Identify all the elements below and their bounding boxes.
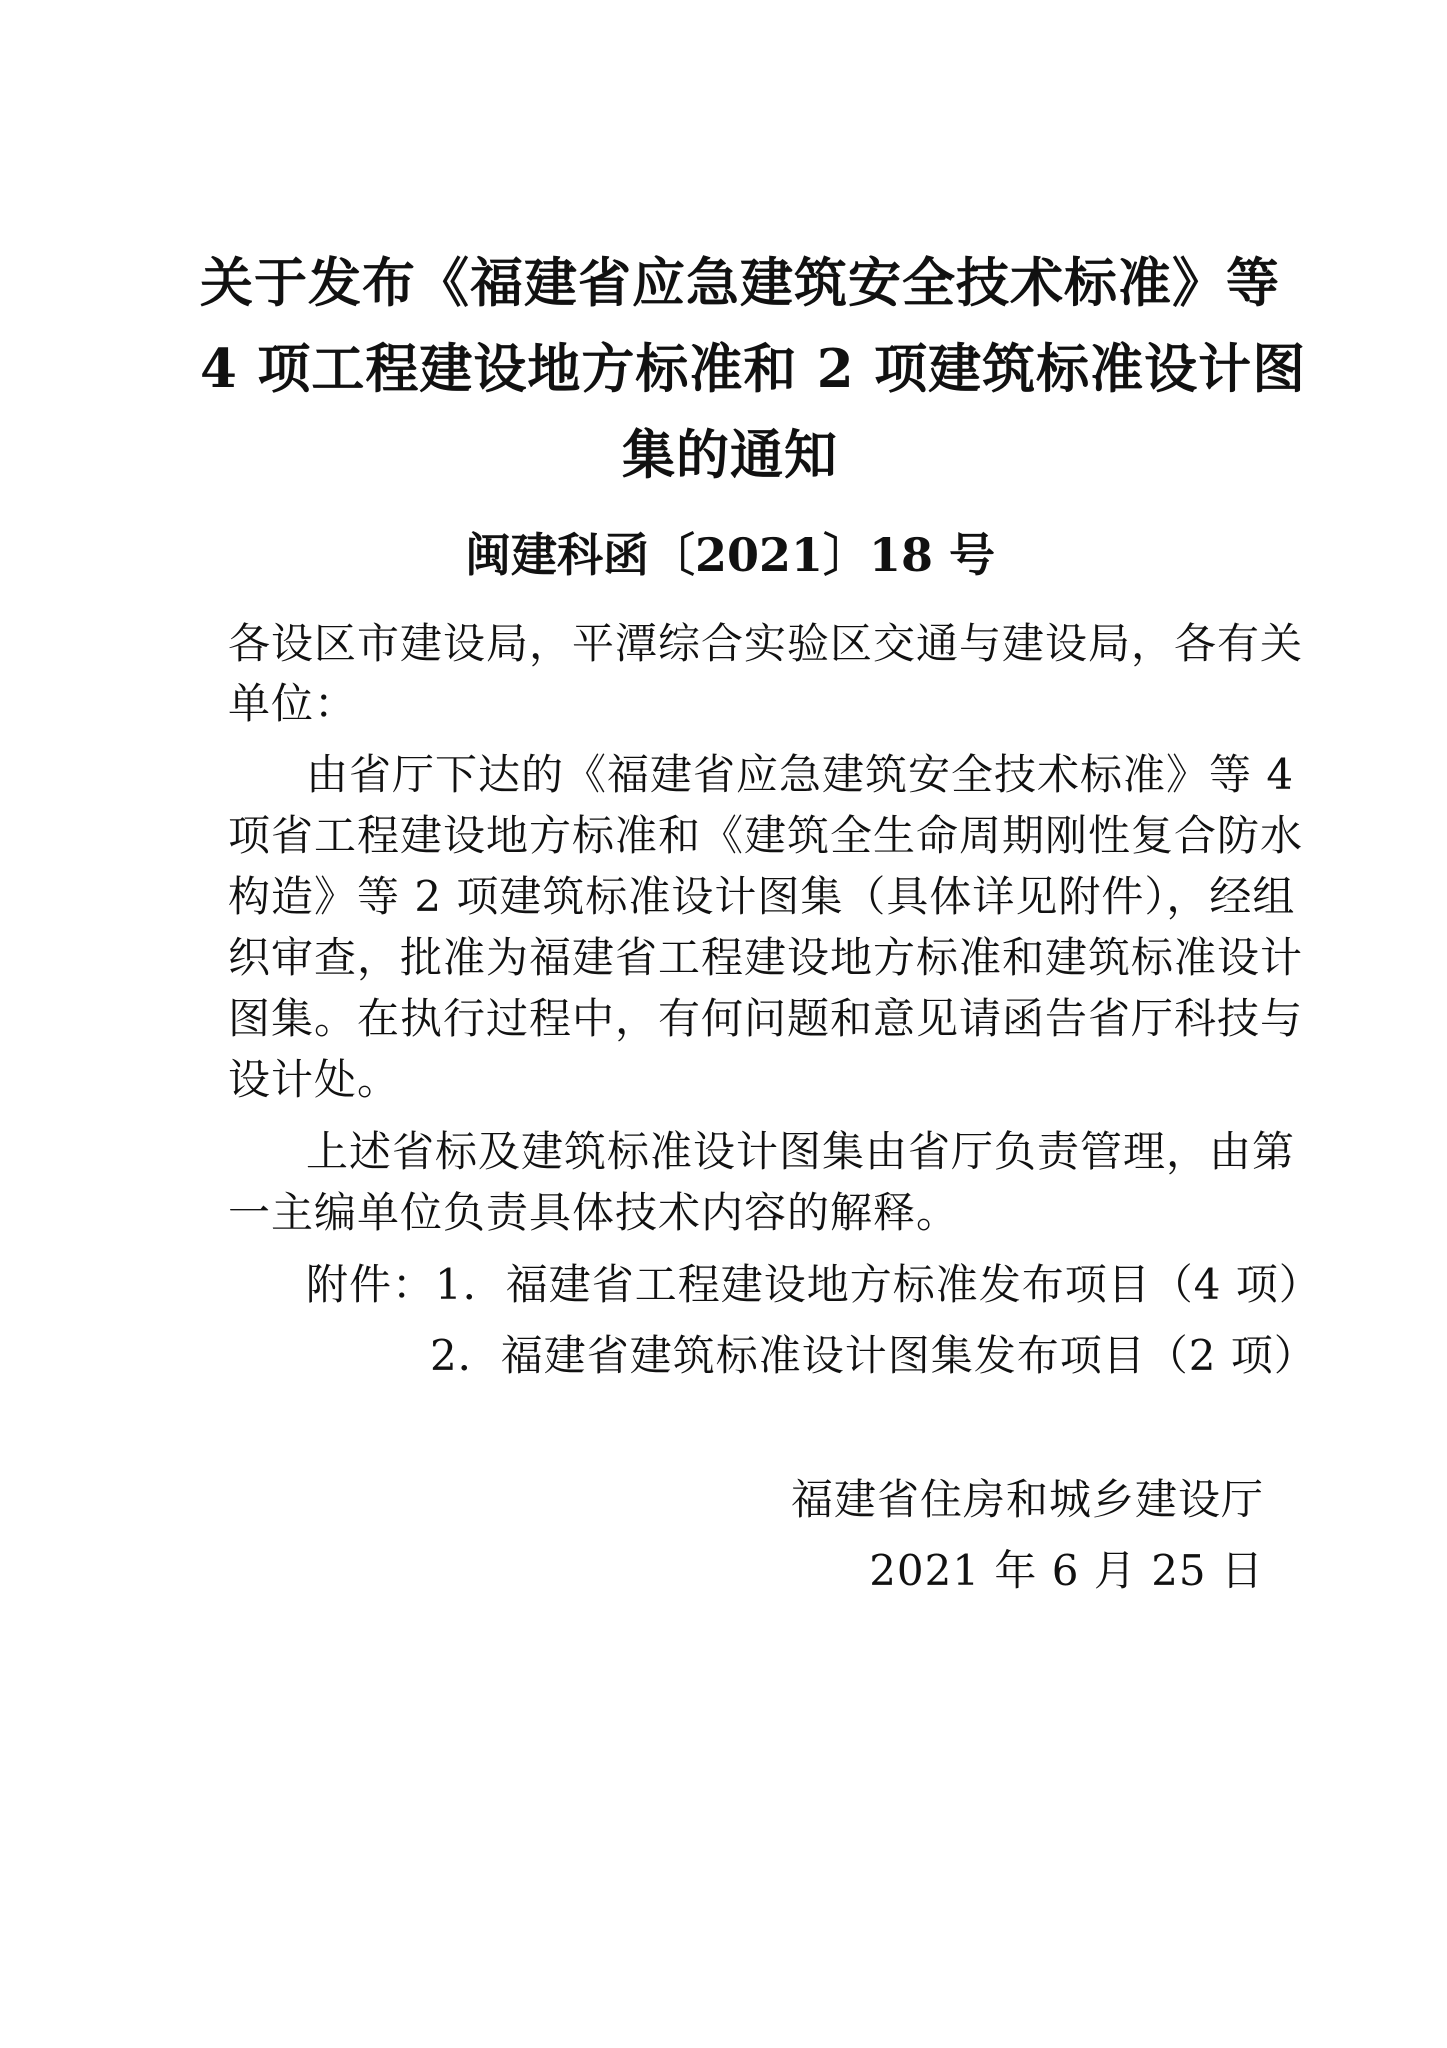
document-number: 闽建科函〔2021〕18 号 <box>464 528 996 582</box>
paragraph-line: 图集。在执行过程中，有何问题和意见请函告省厅科技与 <box>228 994 1304 1043</box>
title-line: 关于发布《福建省应急建筑安全技术标准》等 <box>200 252 1280 314</box>
document-title <box>200 240 1307 498</box>
title-line: 集的通知 <box>622 424 838 486</box>
addressee-line: 单位： <box>228 679 358 728</box>
paragraph-line: 一主编单位负责具体技术内容的解释。 <box>228 1188 960 1237</box>
paragraph-line: 上述省标及建筑标准设计图集由省厅负责管理，由第 <box>306 1127 1296 1176</box>
paragraph-line: 由省厅下达的《福建省应急建筑安全技术标准》等 4 <box>306 750 1295 799</box>
paragraph-line: 织审查，批准为福建省工程建设地方标准和建筑标准设计 <box>228 933 1304 982</box>
issuer-name: 福建省住房和城乡建设厅 <box>790 1475 1264 1524</box>
issue-date: 2021 年 6 月 25 日 <box>869 1546 1264 1595</box>
attachment-item: 附件：1．福建省工程建设地方标准发布项目（4 项） <box>306 1260 1322 1309</box>
title-line: 4 项工程建设地方标准和 2 项建筑标准设计图 <box>200 338 1307 400</box>
addressee-line: 各设区市建设局，平潭综合实验区交通与建设局，各有关 <box>228 619 1304 668</box>
paragraph-line: 项省工程建设地方标准和《建筑全生命周期刚性复合防水 <box>228 811 1304 860</box>
paragraph-line: 设计处。 <box>228 1055 401 1104</box>
attachment-item: 2．福建省建筑标准设计图集发布项目（2 项） <box>430 1331 1317 1380</box>
paragraph-line: 构造》等 2 项建筑标准设计图集（具体详见附件），经组 <box>228 872 1296 921</box>
